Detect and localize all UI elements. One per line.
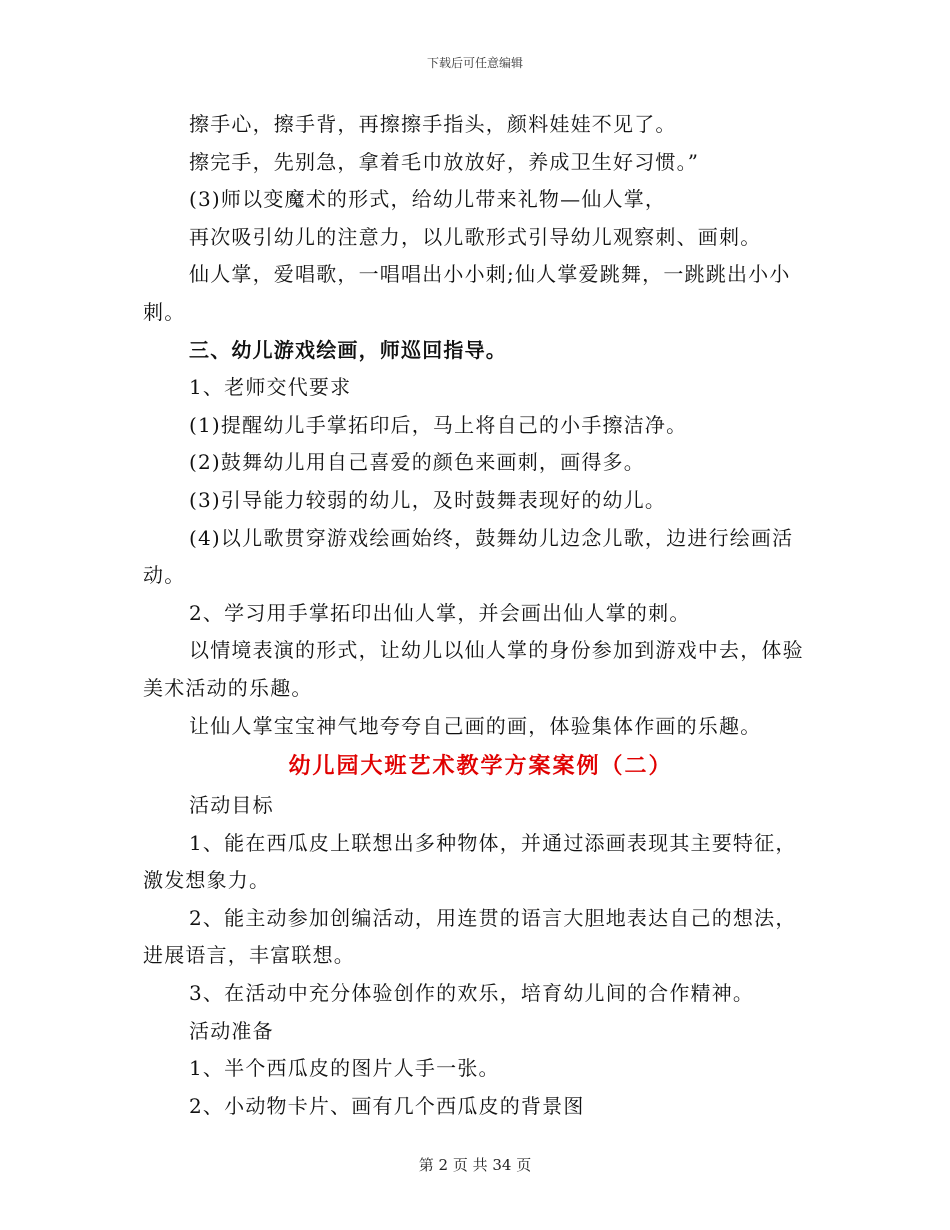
paragraph: 1、老师交代要求 — [189, 375, 352, 400]
paragraph: (2)鼓舞幼儿用自己喜爱的颜色来画刺，画得多。 — [189, 450, 645, 475]
paragraph: 擦完手，先别急，拿着毛巾放放好，养成卫生好习惯。” — [189, 149, 700, 174]
paragraph: 2、能主动参加创编活动，用连贯的语言大胆地表达自己的想法，进展语言，丰富联想。 — [143, 905, 797, 968]
paragraph: (3)引导能力较弱的幼儿，及时鼓舞表现好的幼儿。 — [189, 487, 667, 512]
paragraph: 1、能在西瓜皮上联想出多种物体，并通过添画表现其主要特征，激发想象力。 — [143, 830, 797, 893]
document-title: 幼儿园大班艺术教学方案案例（二） — [288, 753, 673, 780]
paragraph: 2、小动物卡片、画有几个西瓜皮的背景图 — [189, 1093, 585, 1118]
paragraph: 再次吸引幼儿的注意力，以儿歌形式引导幼儿观察刺、画刺。 — [189, 224, 762, 249]
section-heading: 三、幼儿游戏绘画，师巡回指导。 — [189, 337, 507, 362]
paragraph: 擦手心，擦手背，再擦擦手指头，颜料娃娃不见了。 — [189, 112, 677, 136]
paragraph: 2、学习用手掌拓印出仙人掌，并会画出仙人掌的刺。 — [189, 600, 691, 625]
paragraph: 以情境表演的形式，让幼儿以仙人掌的身份参加到游戏中去，体验美术活动的乐趣。 — [143, 638, 804, 700]
page-header: 下载后可任意编辑 — [426, 56, 523, 70]
paragraph: (1)提醒幼儿手掌拓印后，马上将自己的小手擦洁净。 — [189, 412, 688, 437]
paragraph: (3)师以变魔术的形式，给幼儿带来礼物—仙人掌， — [189, 187, 667, 212]
paragraph: 1、半个西瓜皮的图片人手一张。 — [189, 1056, 500, 1081]
paragraph: 让仙人掌宝宝神气地夸夸自己画的画，体验集体作画的乐趣。 — [189, 713, 762, 738]
paragraph: (4)以儿歌贯穿游戏绘画始终，鼓舞幼儿边念儿歌，边进行绘画活动。 — [143, 525, 794, 588]
paragraph: 活动准备 — [189, 1018, 274, 1043]
page-footer: 第 2 页 共 34 页 — [418, 1156, 532, 1174]
paragraph: 活动目标 — [189, 793, 274, 818]
paragraph: 仙人掌，爱唱歌，一唱唱出小小刺;仙人掌爱跳舞，一跳跳出小小刺。 — [143, 262, 791, 324]
document-body — [143, 106, 810, 1125]
paragraph: 3、在活动中充分体验创作的欢乐，培育幼儿间的合作精神。 — [189, 981, 755, 1006]
